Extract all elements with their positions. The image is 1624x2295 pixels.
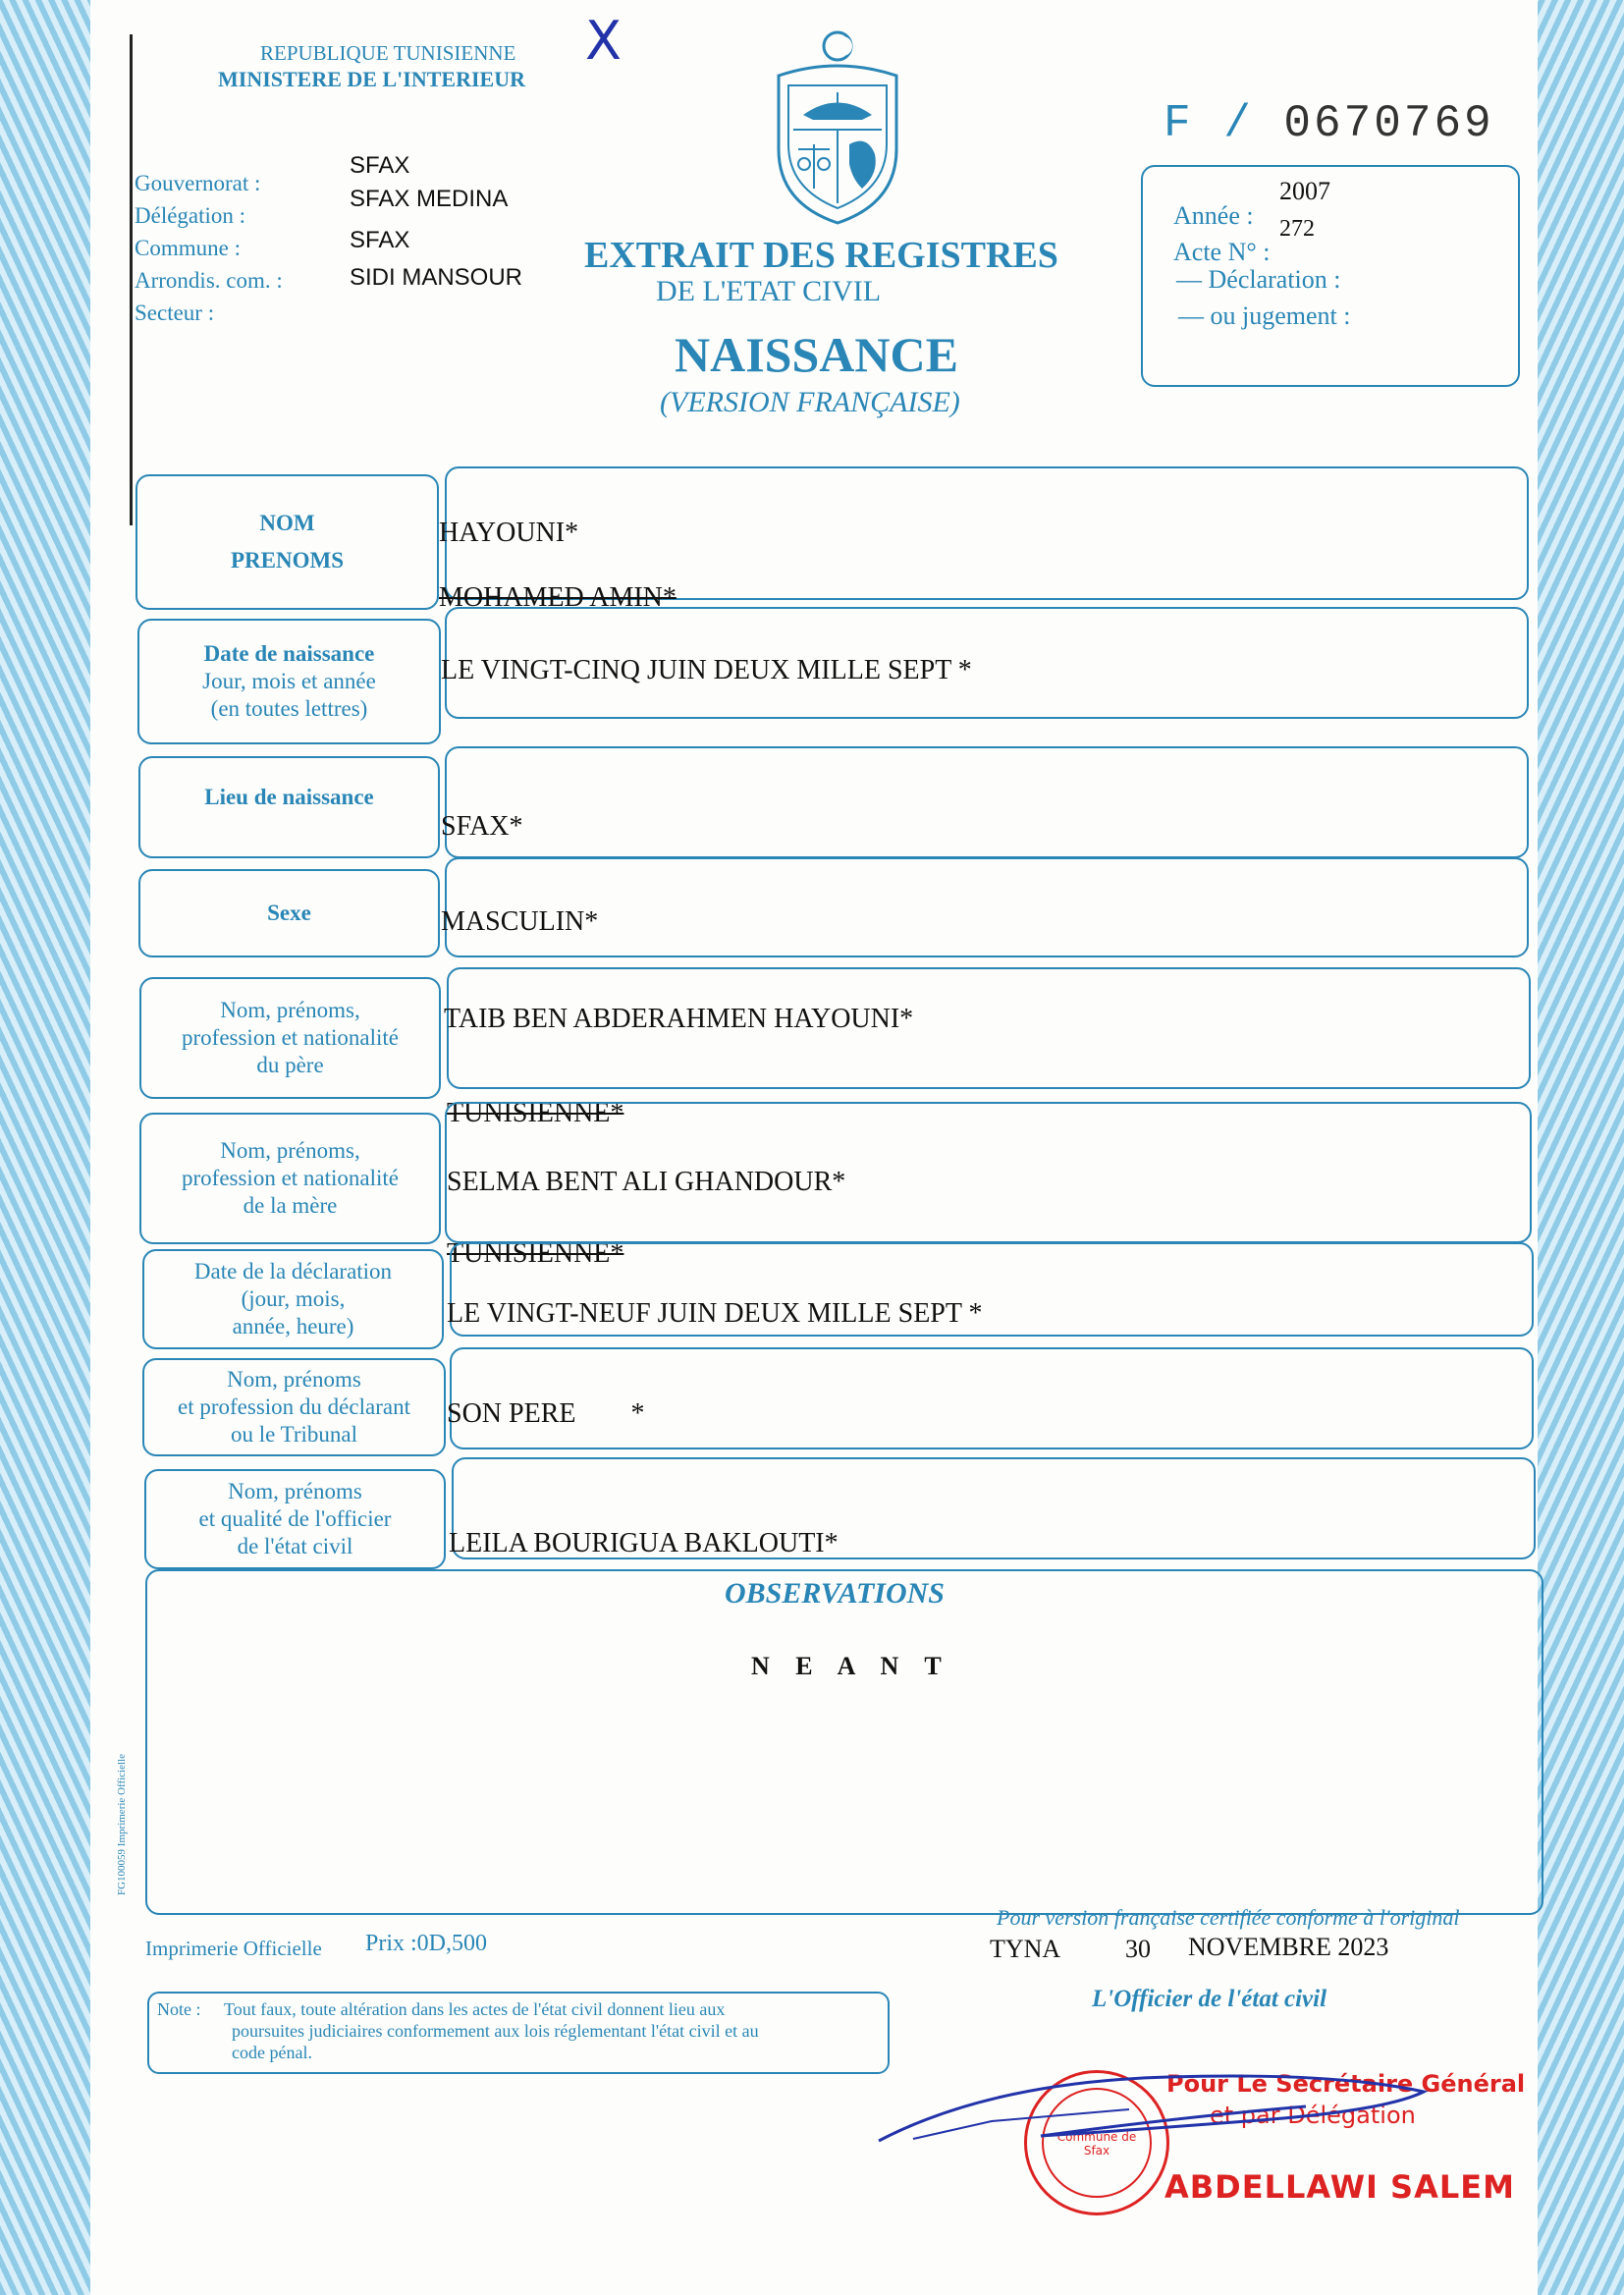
lieu-value: SFAX* [441, 811, 523, 842]
date-naissance-sub1: Jour, mois et année [202, 669, 376, 693]
stamp-name: ABDELLAWI SALEM [1164, 2168, 1515, 2206]
arrondissement-label: Arrondis. com. : [135, 268, 283, 293]
officier-label-box [144, 1469, 446, 1569]
prix-label: Prix :0D,500 [365, 1931, 488, 1956]
mois-annee-signature: NOVEMBRE 2023 [1188, 1933, 1389, 1961]
lieu-value-box [445, 746, 1529, 858]
pere-label-2: profession et nationalité [182, 1025, 399, 1050]
stamp-line-1: Pour Le Secrétaire Général [1166, 2070, 1526, 2098]
title-version: (VERSION FRANÇAISE) [660, 386, 960, 418]
imprimerie-label: Imprimerie Officielle [145, 1937, 322, 1960]
prenoms-value: MOHAMED AMIN* [439, 582, 677, 613]
signature-scribble [874, 2062, 1443, 2160]
decl-label-box [142, 1249, 444, 1349]
republic-label: REPUBLIQUE TUNISIENNE [260, 41, 516, 65]
title-etat-civil: DE L'ETAT CIVIL [656, 275, 882, 307]
officier-label-1: Nom, prénoms [228, 1479, 362, 1503]
pere-label-1: Nom, prénoms, [220, 998, 360, 1022]
declarant-value: SON PERE * [447, 1398, 645, 1429]
mere-label-1: Nom, prénoms, [220, 1138, 360, 1163]
decl-value: LE VINGT-NEUF JUIN DEUX MILLE SEPT * [447, 1298, 983, 1329]
nom-value-box [445, 466, 1529, 600]
arrondissement-value: SIDI MANSOUR [350, 264, 523, 291]
mere-nationalite: TUNISIENNE* [447, 1238, 624, 1269]
sexe-value-box [445, 857, 1529, 957]
declarant-label-box [142, 1358, 446, 1456]
pere-label-3: du père [256, 1053, 324, 1077]
gouvernorat-value: SFAX [350, 152, 410, 179]
lieu-signature: TYNA [990, 1935, 1061, 1963]
sexe-value: MASCULIN* [441, 906, 599, 937]
prenoms-label: PRENOMS [231, 548, 344, 573]
decl-label-2: (jour, mois, [241, 1286, 346, 1311]
margin-rule [130, 34, 133, 525]
declarant-label-3: ou le Tribunal [230, 1422, 358, 1447]
decl-label-1: Date de la déclaration [193, 1259, 393, 1284]
note-label: Note : [157, 1999, 201, 2019]
security-border-right [1526, 0, 1624, 2295]
sexe-label: Sexe [267, 901, 311, 925]
declarant-label-2: et profession du déclarant [178, 1394, 410, 1419]
officier-value: LEILA BOURIGUA BAKLOUTI* [449, 1528, 839, 1558]
acte-label: Acte N° : [1173, 238, 1271, 266]
side-imprint: FG100059 Imprimerie Officielle [116, 1754, 128, 1895]
note-text-3: code pénal. [232, 2043, 312, 2062]
serial-number: F / 0670769 [1164, 98, 1494, 149]
jugement-label: — ou jugement : [1178, 301, 1351, 330]
secteur-label: Secteur : [135, 301, 215, 325]
lieu-label: Lieu de naissance [204, 785, 374, 809]
lieu-label-box [138, 756, 440, 858]
annee-value: 2007 [1279, 177, 1330, 205]
pere-nationalite: TUNISIENNE* [447, 1098, 624, 1128]
mere-value: SELMA BENT ALI GHANDOUR* [447, 1167, 846, 1197]
date-naissance-value: LE VINGT-CINQ JUIN DEUX MILLE SEPT * [441, 655, 972, 685]
commune-label: Commune : [135, 236, 241, 260]
pere-label-box [139, 977, 441, 1099]
mere-label-3: de la mère [243, 1193, 338, 1218]
certifiee-label: Pour version française certifiée conforme à l'original [997, 1905, 1460, 1930]
stamp-line-2: et par Délégation [1210, 2102, 1416, 2129]
handwritten-mark: X [585, 10, 622, 72]
security-border-left [0, 0, 98, 2295]
gouvernorat-label: Gouvernorat : [135, 171, 261, 195]
delegation-value: SFAX MEDINA [350, 186, 509, 212]
declarant-label-1: Nom, prénoms [227, 1367, 361, 1392]
acte-value: 272 [1279, 216, 1315, 242]
officier-label-3: de l'état civil [237, 1534, 353, 1558]
note-text-1: Tout faux, toute altération dans les actes de l'état civil donnent lieu aux [224, 1999, 726, 2019]
title-extrait: EXTRAIT DES REGISTRES [584, 235, 1058, 276]
title-naissance: NAISSANCE [675, 327, 958, 382]
officier-signature-label: L'Officier de l'état civil [1092, 1986, 1327, 2012]
date-naissance-label: Date de naissance [203, 641, 375, 666]
mere-label-2: profession et nationalité [182, 1166, 399, 1190]
pere-value: TAIB BEN ABDERAHMEN HAYOUNI* [444, 1004, 914, 1034]
seal-ring-text: Commune de Sfax [1056, 2130, 1137, 2158]
date-naissance-sub2: (en toutes lettres) [210, 696, 368, 721]
mere-label-box [139, 1113, 441, 1244]
ministry-label: MINISTERE DE L'INTERIEUR [218, 67, 525, 91]
observations-value: N E A N T [751, 1652, 951, 1680]
nom-value: HAYOUNI* [439, 518, 579, 548]
decl-label-3: année, heure) [232, 1314, 354, 1339]
nom-label: NOM [259, 511, 315, 535]
coat-of-arms-emblem [769, 22, 906, 228]
observations-box [145, 1569, 1543, 1915]
delegation-label: Délégation : [135, 203, 246, 228]
nom-prenoms-label-box [135, 474, 439, 610]
date-label-box [137, 619, 441, 744]
annee-label: Année : [1173, 201, 1254, 230]
officier-label-2: et qualité de l'officier [198, 1506, 392, 1531]
commune-value: SFAX [350, 227, 410, 253]
declaration-label: — Déclaration : [1176, 265, 1341, 294]
jour-signature: 30 [1125, 1935, 1151, 1963]
note-text-2: poursuites judiciaires conformement aux lois réglementant l'état civil et au [232, 2021, 759, 2041]
sexe-label-box [138, 869, 440, 957]
observations-title: OBSERVATIONS [725, 1577, 945, 1610]
